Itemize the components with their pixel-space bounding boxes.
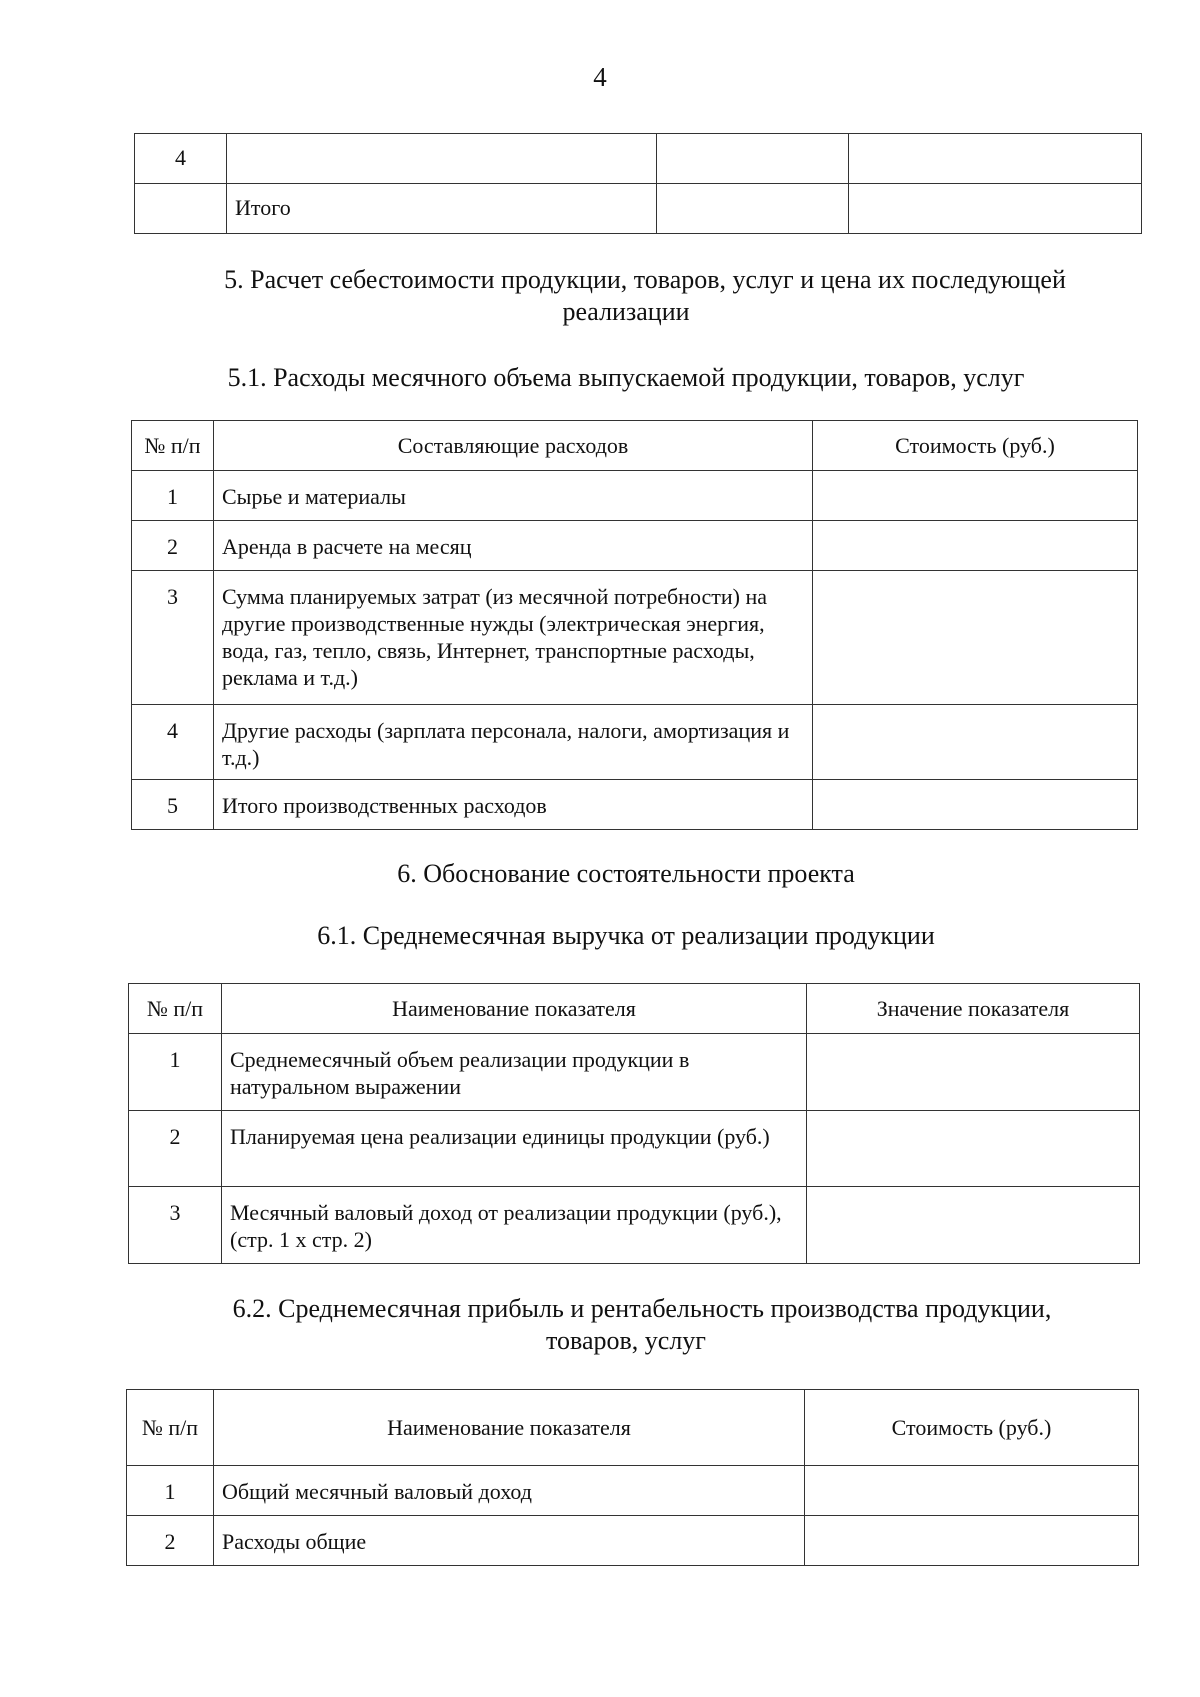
row-number: 4 [132, 705, 214, 780]
header-name: Составляющие расходов [214, 421, 813, 471]
table-row [132, 571, 1138, 705]
header-num: № п/п [129, 984, 222, 1034]
table-row [127, 1516, 1139, 1566]
table-cell [807, 1187, 1140, 1264]
row-number: 2 [127, 1516, 214, 1566]
row-number: 1 [132, 471, 214, 521]
section6-2-heading-line2: товаров, услуг [546, 1326, 706, 1355]
table-row [129, 1111, 1140, 1187]
table-header-row [127, 1390, 1139, 1466]
row-name: Среднемесячный объем реализации продукции в натуральном выражении [222, 1034, 807, 1111]
revenue-table [128, 983, 1140, 1264]
table-cell [813, 521, 1138, 571]
table-cell [849, 134, 1142, 184]
row-name: Другие расходы (зарплата персонала, налоги, амортизация и т.д.) [214, 705, 813, 780]
table-cell [807, 1111, 1140, 1187]
row-name: Аренда в расчете на месяц [214, 521, 813, 571]
row-name: Сумма планируемых затрат (из месячной потребности) на другие производственные нужды (электрическая энергия, вода, газ, тепло, связь, Интернет, транспортные расходы, реклама и т.д.) [214, 571, 813, 705]
row-name: Сырье и материалы [214, 471, 813, 521]
top-table [134, 133, 1142, 234]
header-name: Наименование показателя [222, 984, 807, 1034]
header-value: Стоимость (руб.) [805, 1390, 1139, 1466]
table-header-row [129, 984, 1140, 1034]
table-cell [813, 780, 1138, 830]
table-cell [849, 184, 1142, 234]
row-name: Итого [227, 184, 657, 234]
row-name: Общий месячный валовый доход [214, 1466, 805, 1516]
table-cell [805, 1466, 1139, 1516]
section6-2-heading-line1: 6.2. Среднемесячная прибыль и рентабельность производства продукции, [232, 1294, 1052, 1323]
table-header-row [132, 421, 1138, 471]
row-number: 3 [129, 1187, 222, 1264]
table-row [127, 1466, 1139, 1516]
page-number: 4 [593, 62, 607, 92]
table-cell [813, 705, 1138, 780]
row-number: 5 [132, 780, 214, 830]
header-value: Стоимость (руб.) [813, 421, 1138, 471]
row-number: 1 [129, 1034, 222, 1111]
row-name: Расходы общие [214, 1516, 805, 1566]
table-row [135, 134, 1142, 184]
row-name: Итого производственных расходов [214, 780, 813, 830]
row-number: 2 [129, 1111, 222, 1187]
table-row [132, 705, 1138, 780]
table-row [135, 184, 1142, 234]
table-cell [813, 471, 1138, 521]
header-name: Наименование показателя [214, 1390, 805, 1466]
section6-1-heading: 6.1. Среднемесячная выручка от реализации продукции [317, 921, 935, 950]
table-cell [657, 134, 849, 184]
table-cell [813, 571, 1138, 705]
header-num: № п/п [132, 421, 214, 471]
row-number: 2 [132, 521, 214, 571]
section5-heading-line1: 5. Расчет себестоимости продукции, товаров, услуг и цена их последующей [224, 265, 1066, 294]
row-name [227, 134, 657, 184]
table-cell [657, 184, 849, 234]
row-number [135, 184, 227, 234]
table-cell [805, 1516, 1139, 1566]
table-row [132, 521, 1138, 571]
table-cell [807, 1034, 1140, 1111]
section5-heading-line2: реализации [562, 297, 690, 326]
row-number: 1 [127, 1466, 214, 1516]
header-num: № п/п [127, 1390, 214, 1466]
profit-table [126, 1389, 1139, 1566]
row-number: 4 [135, 134, 227, 184]
row-number: 3 [132, 571, 214, 705]
expenses-table [131, 420, 1138, 830]
table-row [132, 780, 1138, 830]
row-name: Месячный валовый доход от реализации продукции (руб.), (стр. 1 х стр. 2) [222, 1187, 807, 1264]
row-name: Планируемая цена реализации единицы продукции (руб.) [222, 1111, 807, 1187]
table-row [129, 1187, 1140, 1264]
section5-1-heading: 5.1. Расходы месячного объема выпускаемой продукции, товаров, услуг [227, 363, 1025, 392]
section6-heading: 6. Обоснование состоятельности проекта [397, 859, 855, 888]
table-row [132, 471, 1138, 521]
table-row [129, 1034, 1140, 1111]
header-value: Значение показателя [807, 984, 1140, 1034]
